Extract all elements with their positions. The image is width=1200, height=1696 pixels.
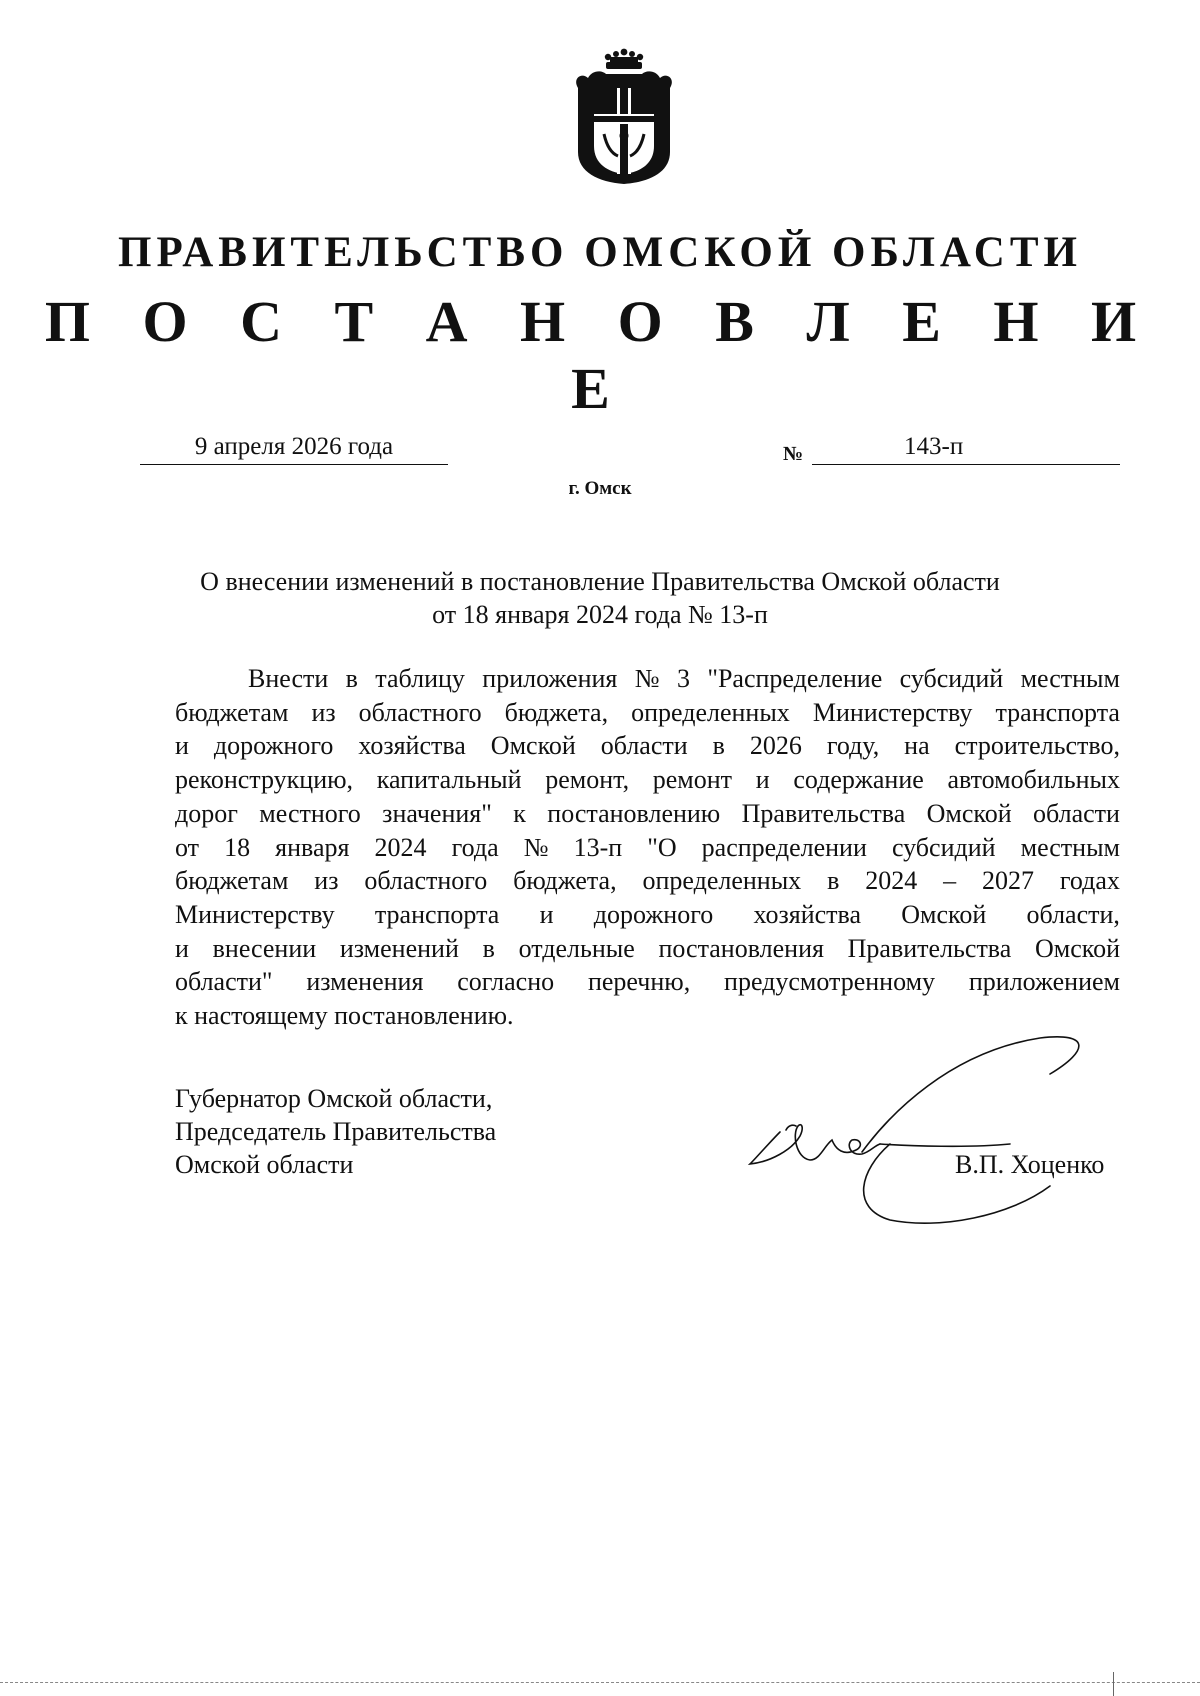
number-label: № <box>783 443 804 465</box>
body-line: от 18 января 2024 года № 13-п "О распределении субсидий местным <box>175 832 1120 862</box>
body-line: и дорожного хозяйства Омской области в 2026 году, на строительство, <box>175 731 1120 761</box>
government-name: ПРАВИТЕЛЬСТВО ОМСКОЙ ОБЛАСТИ <box>118 229 1082 276</box>
body-line: и внесении изменений в отдельные постановления Правительства Омской <box>175 933 1120 963</box>
subject-line: от 18 января 2024 года № 13-п <box>432 600 768 629</box>
scan-edge-line <box>0 1682 1200 1684</box>
signer-name: В.П. Хоценко <box>955 1150 1105 1179</box>
document-number-field <box>812 430 1120 465</box>
body-line: Внести в таблицу приложения № 3 "Распределение субсидий местным <box>248 664 1120 693</box>
signatory-position <box>175 1082 496 1181</box>
position-line: Губернатор Омской области, <box>175 1084 493 1113</box>
document-date: 9 апреля 2026 года <box>140 430 448 465</box>
body-line: к настоящему постановлению. <box>175 1001 514 1031</box>
city: г. Омск <box>568 478 632 499</box>
scan-edge-tick <box>1113 1672 1114 1696</box>
document-number: 143-п <box>904 433 964 460</box>
body-line: бюджетам из областного бюджета, определенных в 2024 – 2027 годах <box>175 866 1120 896</box>
body-line: бюджетам из областного бюджета, определенных Министерству транспорта <box>175 697 1120 727</box>
document-body <box>175 662 1120 1033</box>
position-line: Председатель Правительства <box>175 1117 497 1146</box>
document-subject <box>150 565 1050 631</box>
body-line: Министерству транспорта и дорожного хозяйства Омской области, <box>175 899 1120 929</box>
body-line: реконструкцию, капитальный ремонт, ремонт и содержание автомобильных <box>175 765 1120 795</box>
subject-line: О внесении изменений в постановление Правительства Омской области <box>200 567 1000 596</box>
body-line: области" изменения согласно перечню, предусмотренному приложением <box>175 967 1120 997</box>
handwritten-signature-icon <box>740 1030 1130 1230</box>
coat-of-arms-icon <box>568 48 680 188</box>
position-line: Омской области <box>175 1150 354 1179</box>
body-line: дорог местного значения" к постановлению Правительства Омской области <box>175 798 1120 828</box>
document-type: П О С Т А Н О В Л Е Н И Е <box>44 289 1156 421</box>
